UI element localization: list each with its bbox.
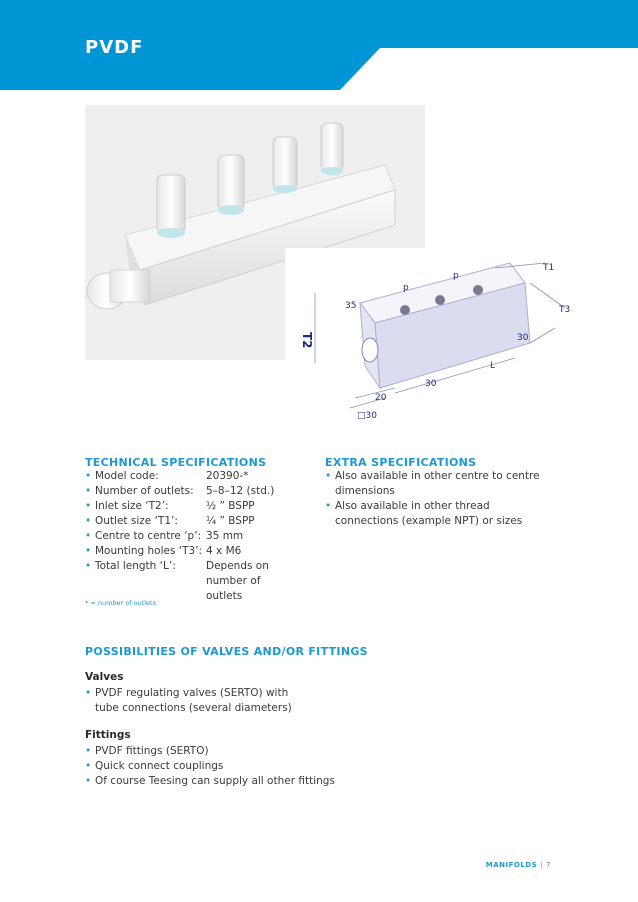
page-title: PVDF (85, 37, 144, 58)
dim-t2: T2 (300, 332, 314, 349)
valves-heading: Valves (85, 671, 124, 683)
dim-30b: 30 (425, 379, 437, 389)
spec-row: • Mounting holes ‘T3’: 4 x M6 (85, 544, 326, 559)
fittings-heading: Fittings (85, 729, 131, 741)
spec-row: • Number of outlets: 5–8–12 (std.) (85, 484, 326, 499)
dim-35: 35 (345, 301, 357, 311)
extra-specs-title: EXTRA SPECIFICATIONS (325, 456, 477, 469)
spec-row: • Outlet size ‘T1’: ¼ ” BSPP (85, 514, 326, 529)
spec-row: • Centre to centre ‘p’: 35 mm (85, 529, 326, 544)
list-item: • Of course Teesing can supply all other fittings (85, 774, 345, 789)
fittings-list (85, 744, 345, 789)
spec-row: • Inlet size ‘T2’: ½ ” BSPP (85, 499, 326, 514)
page-footer (486, 861, 551, 869)
footer-separator: | (540, 861, 544, 869)
dim-t1: T1 (543, 263, 555, 273)
valves-list (85, 686, 315, 716)
extra-specs-list (325, 469, 550, 529)
technical-drawing (285, 248, 585, 428)
spec-row: • Total length ‘L’: Depends on number of outlets (85, 559, 326, 604)
dim-p2: p (453, 271, 459, 281)
dim-l: L (490, 361, 496, 371)
dim-20: 20 (375, 393, 387, 403)
spec-row: • Model code: 20390-* (85, 469, 326, 484)
list-item: • Also available in other thread connections (example NPT) or sizes (325, 499, 550, 529)
footer-section: MANIFOLDS (485, 861, 538, 869)
dim-30a: 30 (517, 333, 529, 343)
possibilities-title: POSSIBILITIES OF VALVES AND/OR FITTINGS (85, 645, 368, 658)
list-item: • PVDF fittings (SERTO) (85, 744, 345, 759)
dim-sq30: □30 (357, 411, 377, 421)
list-item: • Also available in other centre to centre dimensions (325, 469, 550, 499)
page-number: 7 (546, 861, 551, 869)
footnote: * = number of outlets (85, 599, 156, 607)
dim-p1: p (403, 283, 409, 293)
list-item: • Quick connect couplings (85, 759, 345, 774)
tech-specs-list (85, 469, 326, 604)
dim-t3: T3 (559, 305, 571, 315)
list-item: • PVDF regulating valves (SERTO) with tube connections (several diameters) (85, 686, 315, 716)
tech-specs-title: TECHNICAL SPECIFICATIONS (85, 456, 267, 469)
